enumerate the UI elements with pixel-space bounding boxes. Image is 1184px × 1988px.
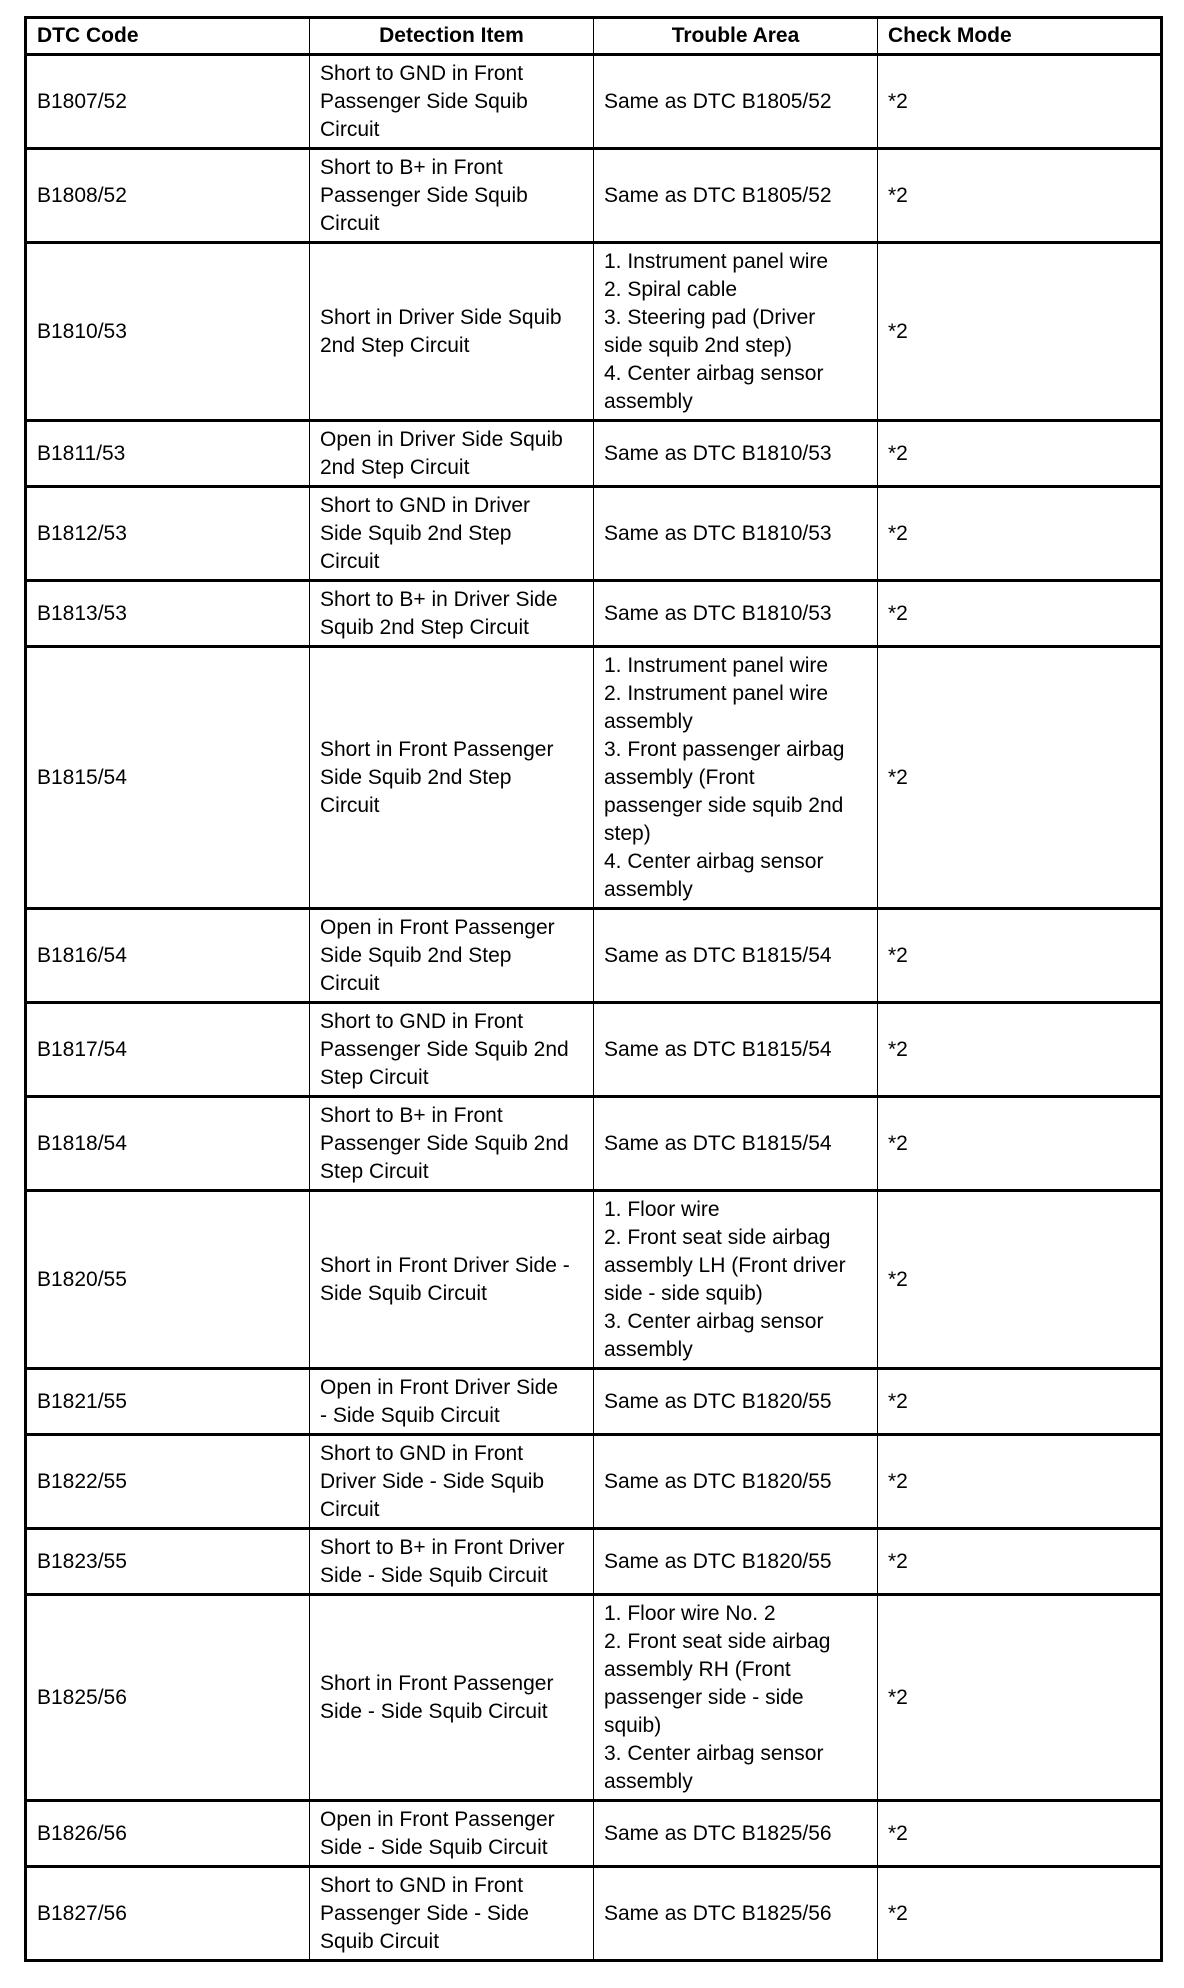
detection-item-cell-text: Open in Front Passenger Side Squib 2nd Step Circuit	[320, 915, 555, 995]
check-mode-cell-text: *2	[888, 1685, 908, 1709]
detection-item-cell	[310, 1097, 594, 1191]
trouble-area-cell-text: Same as DTC B1805/52	[604, 183, 832, 207]
dtc-code-cell	[26, 1369, 310, 1435]
dtc-code-cell	[26, 421, 310, 487]
detection-item-cell-text: Short to GND in Driver Side Squib 2nd Step Circuit	[320, 493, 531, 573]
trouble-area-cell-text: Same as DTC B1820/55	[604, 1389, 832, 1413]
detection-item-cell	[310, 647, 594, 909]
trouble-area-cell	[594, 647, 878, 909]
trouble-area-cell-text: Same as DTC B1825/56	[604, 1901, 832, 1925]
check-mode-cell	[878, 909, 1162, 1003]
table-row	[26, 1191, 1162, 1369]
detection-item-cell-text: Short to GND in Front Passenger Side - Side Squib Circuit	[320, 1873, 529, 1953]
check-mode-cell	[878, 1369, 1162, 1435]
trouble-area-cell-text: 1. Floor wire 2. Front seat side airbag assembly LH (Front driver side - side squib) 3. Center airbag sensor assembly	[604, 1197, 846, 1361]
trouble-area-cell	[594, 55, 878, 149]
trouble-area-cell	[594, 1801, 878, 1867]
check-mode-cell	[878, 1435, 1162, 1529]
detection-item-cell	[310, 1595, 594, 1801]
check-mode-cell	[878, 55, 1162, 149]
check-mode-cell-text: *2	[888, 765, 908, 789]
dtc-code-cell	[26, 1097, 310, 1191]
check-mode-cell-text: *2	[888, 183, 908, 207]
dtc-code-cell-text: B1816/54	[37, 943, 127, 967]
table-row	[26, 487, 1162, 581]
dtc-code-cell-text: B1810/53	[37, 319, 127, 343]
dtc-code-cell-text: B1807/52	[37, 89, 127, 113]
table-row	[26, 1595, 1162, 1801]
trouble-area-cell	[594, 1191, 878, 1369]
check-mode-cell	[878, 1529, 1162, 1595]
dtc-code-cell-text: B1811/53	[37, 441, 126, 465]
trouble-area-cell	[594, 1435, 878, 1529]
detection-item-cell-text: Short in Driver Side Squib 2nd Step Circuit	[320, 305, 562, 357]
table-row	[26, 1369, 1162, 1435]
detection-item-cell-text: Open in Front Driver Side - Side Squib Circuit	[320, 1375, 559, 1427]
dtc-code-cell-text: B1821/55	[37, 1389, 127, 1413]
dtc-code-cell	[26, 1595, 310, 1801]
dtc-code-cell	[26, 487, 310, 581]
check-mode-cell-text: *2	[888, 89, 908, 113]
check-mode-cell	[878, 1801, 1162, 1867]
dtc-code-cell	[26, 1529, 310, 1595]
detection-item-cell	[310, 55, 594, 149]
dtc-code-cell	[26, 1191, 310, 1369]
trouble-area-cell	[594, 1097, 878, 1191]
detection-item-cell	[310, 243, 594, 421]
detection-item-cell	[310, 1529, 594, 1595]
check-mode-cell-text: *2	[888, 319, 908, 343]
detection-item-cell-text: Short to GND in Front Passenger Side Squib Circuit	[320, 61, 528, 141]
check-mode-cell	[878, 149, 1162, 243]
trouble-area-cell-text: Same as DTC B1810/53	[604, 441, 832, 465]
detection-item-cell	[310, 149, 594, 243]
trouble-area-cell	[594, 149, 878, 243]
check-mode-cell	[878, 487, 1162, 581]
detection-item-cell	[310, 1435, 594, 1529]
trouble-area-cell	[594, 909, 878, 1003]
trouble-area-cell-text: Same as DTC B1810/53	[604, 601, 832, 625]
detection-item-cell	[310, 421, 594, 487]
trouble-area-cell-text: Same as DTC B1815/54	[604, 1131, 832, 1155]
table-row	[26, 1097, 1162, 1191]
table-row	[26, 243, 1162, 421]
dtc-code-cell	[26, 1435, 310, 1529]
detection-item-cell-text: Short in Front Driver Side - Side Squib Circuit	[320, 1253, 570, 1305]
check-mode-cell-text: *2	[888, 441, 908, 465]
detection-item-cell	[310, 909, 594, 1003]
trouble-area-cell-text: Same as DTC B1820/55	[604, 1549, 832, 1573]
table-row	[26, 1867, 1162, 1961]
check-mode-cell-text: *2	[888, 521, 908, 545]
table-body	[26, 55, 1162, 1961]
header-dtc-code: DTC Code	[26, 18, 310, 55]
detection-item-cell-text: Short to GND in Front Passenger Side Squib 2nd Step Circuit	[320, 1009, 569, 1089]
check-mode-cell-text: *2	[888, 601, 908, 625]
check-mode-cell-text: *2	[888, 1131, 908, 1155]
dtc-code-cell-text: B1813/53	[37, 601, 127, 625]
header-detection-item: Detection Item	[310, 18, 594, 55]
trouble-area-cell-text: Same as DTC B1805/52	[604, 89, 832, 113]
trouble-area-cell	[594, 581, 878, 647]
table-row	[26, 1529, 1162, 1595]
table-row	[26, 647, 1162, 909]
detection-item-cell	[310, 1003, 594, 1097]
check-mode-cell	[878, 243, 1162, 421]
check-mode-cell	[878, 581, 1162, 647]
trouble-area-cell-text: Same as DTC B1815/54	[604, 1037, 832, 1061]
detection-item-cell-text: Open in Front Passenger Side - Side Squib Circuit	[320, 1807, 555, 1859]
trouble-area-cell	[594, 1867, 878, 1961]
detection-item-cell-text: Short to GND in Front Driver Side - Side Squib Circuit	[320, 1441, 545, 1521]
check-mode-cell	[878, 1003, 1162, 1097]
trouble-area-cell	[594, 487, 878, 581]
detection-item-cell-text: Short in Front Passenger Side Squib 2nd Step Circuit	[320, 737, 554, 817]
table-row	[26, 1003, 1162, 1097]
detection-item-cell	[310, 1867, 594, 1961]
dtc-code-cell	[26, 1801, 310, 1867]
detection-item-cell-text: Open in Driver Side Squib 2nd Step Circuit	[320, 427, 563, 479]
trouble-area-cell-text: 1. Floor wire No. 2 2. Front seat side airbag assembly RH (Front passenger side - side squib) 3. Center airbag sensor assembly	[604, 1601, 831, 1793]
table-row	[26, 149, 1162, 243]
detection-item-cell-text: Short to B+ in Driver Side Squib 2nd Step Circuit	[320, 587, 558, 639]
trouble-area-cell-text: Same as DTC B1815/54	[604, 943, 832, 967]
dtc-code-cell-text: B1820/55	[37, 1267, 127, 1291]
dtc-code-cell-text: B1822/55	[37, 1469, 127, 1493]
detection-item-cell-text: Short in Front Passenger Side - Side Squib Circuit	[320, 1671, 554, 1723]
dtc-code-cell	[26, 1003, 310, 1097]
check-mode-cell-text: *2	[888, 1267, 908, 1291]
dtc-code-cell	[26, 149, 310, 243]
check-mode-cell	[878, 1867, 1162, 1961]
dtc-code-cell-text: B1823/55	[37, 1549, 127, 1573]
dtc-code-cell	[26, 55, 310, 149]
dtc-code-cell-text: B1818/54	[37, 1131, 127, 1155]
dtc-table	[24, 16, 1163, 1962]
trouble-area-cell-text: 1. Instrument panel wire 2. Spiral cable 3. Steering pad (Driver side squib 2nd step) 4. Center airbag sensor assembly	[604, 249, 829, 413]
dtc-code-cell	[26, 243, 310, 421]
check-mode-cell	[878, 421, 1162, 487]
table-row	[26, 421, 1162, 487]
trouble-area-cell	[594, 1369, 878, 1435]
trouble-area-cell	[594, 243, 878, 421]
check-mode-cell-text: *2	[888, 943, 908, 967]
dtc-code-cell-text: B1827/56	[37, 1901, 127, 1925]
dtc-code-cell-text: B1826/56	[37, 1821, 127, 1845]
trouble-area-cell-text: Same as DTC B1810/53	[604, 521, 832, 545]
dtc-code-cell-text: B1815/54	[37, 765, 127, 789]
detection-item-cell-text: Short to B+ in Front Passenger Side Squib 2nd Step Circuit	[320, 1103, 569, 1183]
header-check-mode: Check Mode	[878, 18, 1162, 55]
detection-item-cell	[310, 1191, 594, 1369]
table-row	[26, 1801, 1162, 1867]
trouble-area-cell	[594, 421, 878, 487]
check-mode-cell-text: *2	[888, 1821, 908, 1845]
check-mode-cell	[878, 647, 1162, 909]
table-row	[26, 1435, 1162, 1529]
check-mode-cell-text: *2	[888, 1389, 908, 1413]
table-row	[26, 909, 1162, 1003]
trouble-area-cell	[594, 1595, 878, 1801]
check-mode-cell-text: *2	[888, 1469, 908, 1493]
check-mode-cell-text: *2	[888, 1549, 908, 1573]
check-mode-cell-text: *2	[888, 1901, 908, 1925]
trouble-area-cell-text: Same as DTC B1825/56	[604, 1821, 832, 1845]
check-mode-cell	[878, 1191, 1162, 1369]
trouble-area-cell	[594, 1529, 878, 1595]
header-row	[26, 18, 1162, 55]
trouble-area-cell	[594, 1003, 878, 1097]
detection-item-cell	[310, 581, 594, 647]
dtc-code-cell-text: B1812/53	[37, 521, 127, 545]
trouble-area-cell-text: Same as DTC B1820/55	[604, 1469, 832, 1493]
detection-item-cell	[310, 487, 594, 581]
check-mode-cell	[878, 1595, 1162, 1801]
header-trouble-area: Trouble Area	[594, 18, 878, 55]
check-mode-cell-text: *2	[888, 1037, 908, 1061]
check-mode-cell	[878, 1097, 1162, 1191]
trouble-area-cell-text: 1. Instrument panel wire 2. Instrument panel wire assembly 3. Front passenger airbag assembly (Front passenger side squib 2nd step) 4. Center airbag sensor assembly	[604, 653, 845, 901]
table-row	[26, 581, 1162, 647]
dtc-code-cell-text: B1825/56	[37, 1685, 127, 1709]
dtc-code-cell	[26, 909, 310, 1003]
dtc-code-cell	[26, 647, 310, 909]
detection-item-cell	[310, 1801, 594, 1867]
table-row	[26, 55, 1162, 149]
detection-item-cell	[310, 1369, 594, 1435]
dtc-code-cell-text: B1808/52	[37, 183, 127, 207]
dtc-code-cell	[26, 1867, 310, 1961]
dtc-code-cell	[26, 581, 310, 647]
detection-item-cell-text: Short to B+ in Front Passenger Side Squib Circuit	[320, 155, 528, 235]
detection-item-cell-text: Short to B+ in Front Driver Side - Side Squib Circuit	[320, 1535, 565, 1587]
table-header	[26, 18, 1162, 55]
dtc-code-cell-text: B1817/54	[37, 1037, 127, 1061]
